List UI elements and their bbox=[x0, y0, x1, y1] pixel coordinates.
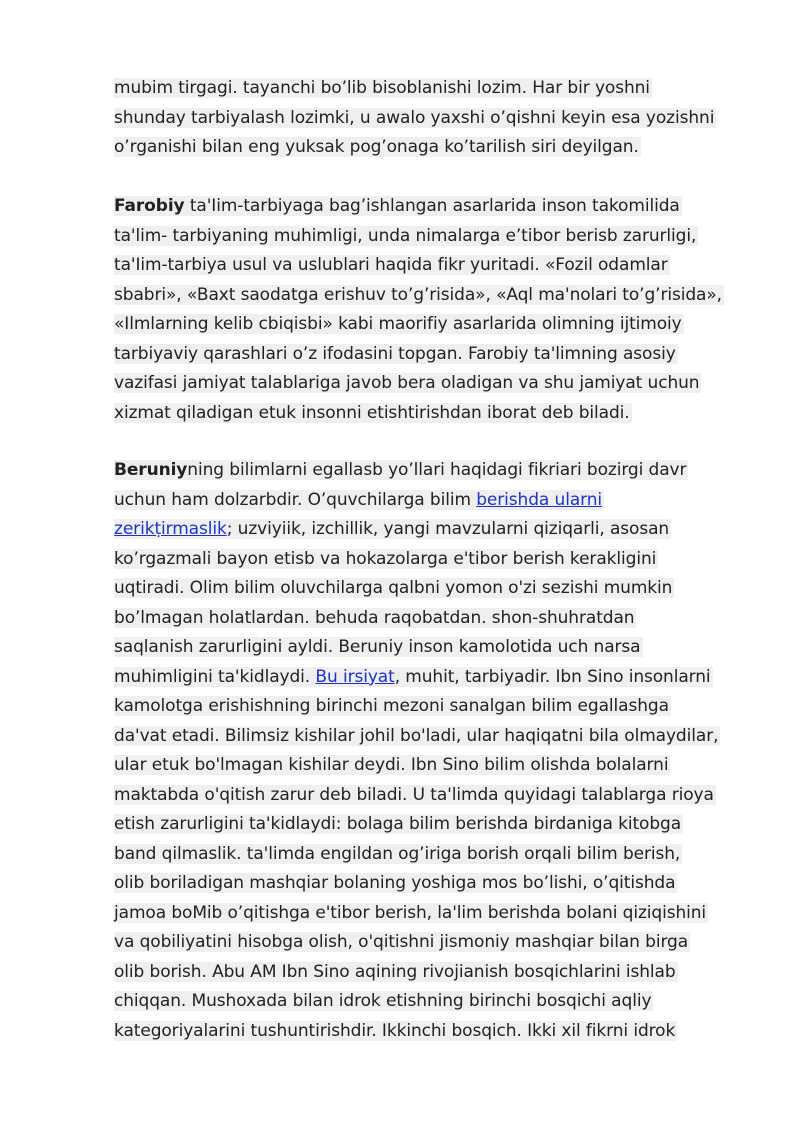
text-line: ta'Iim-tarbiya usul va uslublari haqida fikr yuritadi. «Fozil odamlar bbox=[114, 255, 668, 275]
text-line: band qilmaslik. ta'limda engildan og’iriga borish orqali bilim berish, bbox=[114, 843, 681, 864]
text-line: tarbiyaviy qarashlari o’z ifodasini topgan. Farobiy ta'limning asosiy bbox=[114, 343, 676, 364]
text-line: xizmat qiladigan etuk insonni etishtirishdan iborat deb biladi. bbox=[114, 402, 630, 423]
link-zeriktirmaslik[interactable]: zerikṭirmaslik bbox=[114, 519, 227, 539]
text-line: «Ilmlarning kelib cbiqisbi» kabi maorifiy asarlarida olimning ijtimoiy bbox=[114, 314, 682, 334]
text-line: ular etuk bo'lmagan kishilar deydi. Ibn Sino bilim olishda bolalarni bbox=[114, 755, 669, 775]
text-line: jamoa boMib o’qitishga e'tibor berish, la'lim berishda bolani qiziqishini bbox=[114, 902, 707, 923]
text-line: vazifasi jamiyat talablariga javob bera oladigan va shu jamiyat uchun bbox=[114, 373, 700, 393]
text-line: kategoriyalarini tushuntirishdir. Ikkinchi bosqich. Ikki xil fikrni idrok bbox=[114, 1020, 676, 1041]
text-line: kamolotga erishishning birinchi mezoni sanalgan bilim egallashga bbox=[114, 696, 669, 716]
paragraph-3 bbox=[114, 456, 750, 1046]
text-line: zerikṭirmaslik; uzviyiik, izchillik, yangi mavzularni qiziqarli, asosan bbox=[114, 519, 670, 539]
farobiy-name: Farobiy bbox=[114, 196, 185, 216]
text-line: olib borish. Abu AM Ibn Sino aqining rivojianish bosqichlarini ishlab bbox=[114, 961, 676, 982]
text-line: etish zarurligini ta'kidlaydi: bolaga bilim berishda birdaniga kitobga bbox=[114, 814, 682, 834]
text-line: da'vat etadi. Bilimsiz kishilar johil bo'ladi, ular haqiqatni bila olmaydilar, bbox=[114, 725, 719, 746]
text-line: mubim tirgagi. tayanchi bo’lib bisoblanishi lozim. Har bir yoshni bbox=[114, 78, 650, 98]
text-line: ta'lim- tarbiyaning muhimligi, unda nimalarga e’tibor berisb zarurligi, bbox=[114, 225, 697, 246]
text-line: saqlanish zarurligini ayldi. Beruniy inson kamolotida uch narsa bbox=[114, 637, 641, 657]
text-line: uchun ham dolzarbdir. O’quvchilarga bilim berishda ularni bbox=[114, 489, 603, 510]
text-line: maktabda o'qitish zarur deb biladi. U ta'limda quyidagi talablarga rioya bbox=[114, 784, 714, 805]
text-line: uqtiradi. Olim bilim oluvchilarga qalbni yomon o'zi sezishi mumkin bbox=[114, 578, 673, 598]
beruniy-name: Beruniy bbox=[114, 460, 188, 480]
text-line: Beruniyning bilimlarni egallasb yo’llari haqidagi fikriari bozirgi davr bbox=[114, 460, 687, 480]
text-line: shunday tarbiyalash lozimki, u awalo yaxshi o’qishni keyin esa yozishni bbox=[114, 107, 715, 128]
paragraph-1 bbox=[114, 74, 750, 163]
paragraph-2 bbox=[114, 192, 750, 428]
text-line: Farobiy ta'Iim-tarbiyaga bag’ishlangan asarlarida inson takomilida bbox=[114, 196, 680, 216]
text-line: ko’rgazmali bayon etisb va hokazolarga e'tibor berish kerakligini bbox=[114, 548, 657, 569]
text-line: sbabri», «Baxt saodatga erishuv to’g’risida», «Aql ma'nolari to’g’risida», bbox=[114, 284, 722, 305]
text-line: muhimligini ta'kidlaydi. Bu irsiyat, muhit, tarbiyadir. Ibn Sino insonlarni bbox=[114, 666, 711, 687]
text-line: bo’lmagan holatlardan. behuda raqobatdan. shon-shuhratdan bbox=[114, 607, 635, 628]
link-bu-irsiyat[interactable]: Bu irsiyat bbox=[315, 666, 395, 687]
text-line: o’rganishi bilan eng yuksak pog’onaga ko’tarilish siri deyilgan. bbox=[114, 137, 639, 157]
link-berishda-ularni[interactable]: berishda ularni bbox=[476, 489, 603, 510]
text-line: chiqqan. Mushoxada bilan idrok etishning birinchi bosqichi aqliy bbox=[114, 991, 652, 1011]
text-line: va qobiliyatini hisobga olish, o'qitishni jismoniy mashqiar bilan birga bbox=[114, 932, 689, 952]
text-line: olib boriladigan mashqiar bolaning yoshiga mos bo’lishi, o’qitishda bbox=[114, 873, 676, 893]
